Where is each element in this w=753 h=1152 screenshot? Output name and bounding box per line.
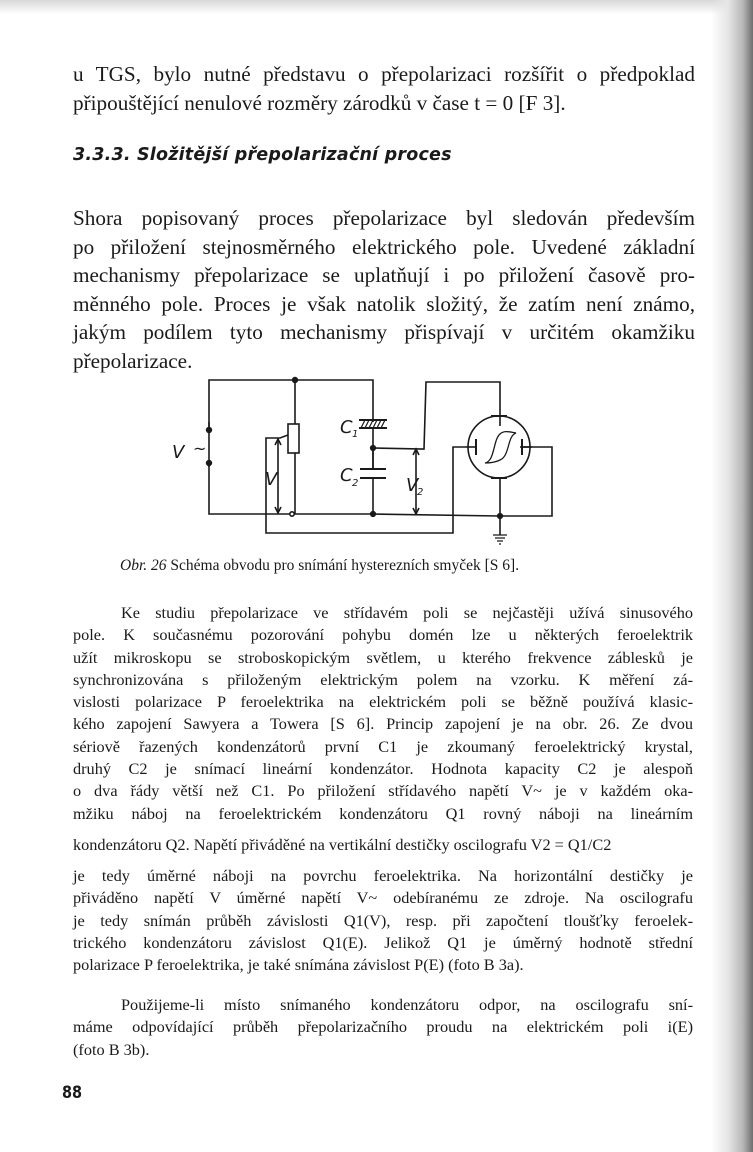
figure-caption-text: Schéma obvodu pro snímání hysterezních smyček [S 6]. [170, 557, 520, 574]
section-title: Složitější přepolarizační proces [136, 145, 452, 165]
text-line: trického kondenzátoru závislost Q1(E). Jelikož Q1 je úměrný hodnotě střední [73, 932, 693, 952]
paragraph-3 [73, 994, 693, 1061]
v2-wire [373, 382, 500, 449]
text-line: mechanismy přepolarizace se uplatňují i po přiložení časově pro- [73, 263, 695, 288]
source-voltage-label: V [172, 442, 185, 463]
text-line: mžiku náboj na feroelektrickém kondenzátoru Q1 rovný náboji na lineárním [73, 803, 693, 823]
crystal-hatch [361, 420, 385, 428]
hysteresis-loop-icon [485, 432, 516, 463]
figure-caption [120, 557, 519, 575]
text-line: připouštějící nenulové rozměry zárodků v čase t = 0 [F 3]. [73, 90, 566, 115]
text-line: Použijeme-li místo snímaného kondenzátoru odpor, na oscilografu sní- [121, 995, 693, 1014]
text-line: kého zapojení Sawyera a Towera [S 6]. Princip zapojení je na obr. 26. Ze dvou [73, 714, 693, 734]
svg-text:2: 2 [352, 478, 359, 489]
page-number: 88 [62, 1083, 83, 1103]
text-line: Ke studiu přepolarizace ve střídavém poli se nejčastěji užívá sinusového [121, 603, 693, 622]
text-line: vislosti polarizace P feroelektrika na elektrickém poli se běžně používá klasic- [73, 692, 693, 712]
text-line: je tedy snímán průběh závislosti Q1(V), resp. při započtení tloušťky feroelek- [73, 910, 693, 930]
source-terminal-bottom [207, 461, 212, 466]
text-line: přiváděno napětí V úměrné napětí V~ odebíranému ze zdroje. Na oscilografu [73, 888, 693, 908]
text-line: po přiložení stejnosměrného elektrického pole. Uvedené základní [73, 234, 695, 259]
text-line-with-fraction: kondenzátoru Q2. Napětí přiváděné na vertikální destičky oscilografu V2 = Q1/C2 [73, 834, 612, 854]
figure-number: Obr. 26 [120, 557, 167, 574]
text-line: u TGS, bylo nutné představu o přepolarizaci rozšířit o předpoklad [73, 62, 695, 86]
c2-label: C [340, 465, 353, 486]
text-line: měnného pole. Proces je však natolik složitý, že zatím není známo, [73, 291, 695, 316]
text-line: je tedy úměrné náboji na povrchu feroelektrika. Na horizontální destičky je [73, 865, 693, 885]
text-line: (foto B 3b). [73, 1039, 150, 1059]
text-line: sériově řazených kondenzátorů první C1 je zkoumaný feroelektrický krystal, [73, 736, 693, 756]
ac-symbol: ~ [193, 439, 207, 458]
intro-paragraph [73, 60, 695, 117]
text-line: máme odpovídající průběh přepolarizačního proudu na elektrickém poli i(E) [73, 1017, 693, 1037]
c1-label: C [340, 417, 353, 438]
text-line: Shora popisovaný proces přepolarizace byl sledován především [73, 206, 695, 230]
paragraph-2 [73, 602, 693, 976]
text-line: o dva řády větší než C1. Po přiložení střídavého napětí V~ je v každém oka- [73, 781, 693, 801]
ground-icon [493, 535, 507, 544]
section-number: 3.3.3. [73, 145, 131, 165]
v2-label: V [406, 475, 419, 496]
svg-text:1: 1 [352, 429, 359, 440]
paragraph-1 [73, 204, 695, 376]
text-line: druhý C2 je snímací lineární kondenzátor. Hodnota kapacity C2 je alespoň [73, 759, 693, 779]
divider-voltage-label: V [265, 469, 278, 490]
potentiometer-icon [288, 424, 299, 453]
text-line: užít mikroskopu se stroboskopickým světlem, u kterého frekvence záblesků je [73, 647, 693, 667]
svg-text:2: 2 [417, 487, 424, 498]
text-line: synchronizována s přiloženým elektrickým polem na vzorku. K měření zá- [73, 669, 693, 689]
text-line: polarizace P feroelektrika, je také snímána závislost P(E) (foto B 3a). [73, 955, 524, 975]
circuit-diagram [160, 370, 580, 550]
text-line: přepolarizace. [73, 348, 193, 373]
text-line: pole. K současnému pozorování pohybu domén lze u některých feroelektrik [73, 625, 693, 645]
section-heading [73, 145, 452, 165]
wiper-wire [266, 435, 466, 533]
text-line: jakým podílem tyto mechanismy přispívají v určitém okamžiku [73, 320, 695, 345]
